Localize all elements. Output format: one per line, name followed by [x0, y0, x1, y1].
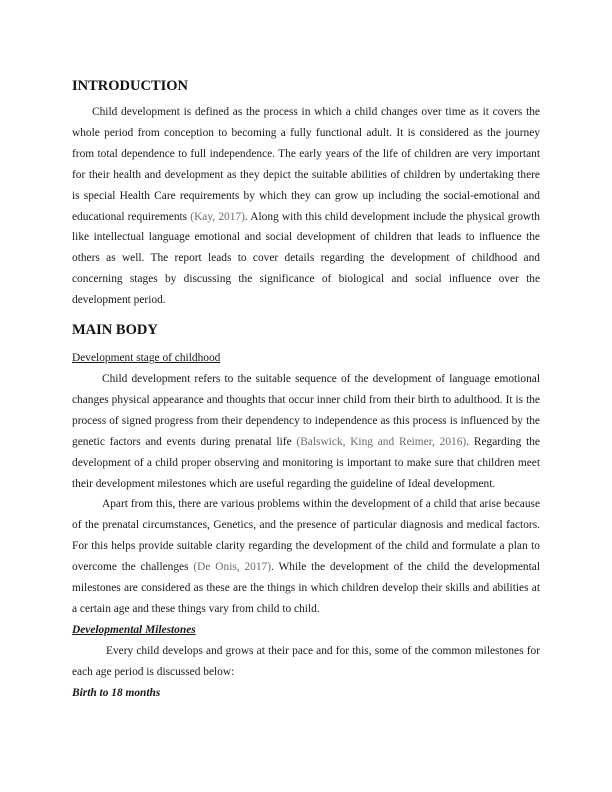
development-stage-text-3: Apart from this, there are various problems within the development of a child that arise because of the prenatal circumstances, Genetics, and the presence of particular diagnosis and medical factors. For this helps provide suitable clarity regarding the development of the child and formulate a plan to overcome the challenges [72, 498, 540, 574]
introduction-text-2: . Along with this child development include the physical growth like intellectual language emotional and social development of children that leads to influence the others as well. The report leads to cover details regarding the development of childhood and concerning stages by discussing the significance of biological and social influence over the development period. [72, 210, 540, 307]
citation-balswick-2016: (Balswick, King and Reimer, 2016) [296, 435, 467, 448]
development-stage-paragraph-2 [72, 494, 540, 619]
citation-kay-2017: (Kay, 2017) [190, 210, 245, 223]
document-page [72, 76, 540, 703]
development-stage-text-2: . Regarding the development of a child proper observing and monitoring is important to make sure that children meet their development milestones which are useful regarding the guideline of Ideal development. [72, 435, 540, 490]
introduction-paragraph [72, 102, 540, 311]
development-stage-paragraph-1 [72, 369, 540, 494]
development-stage-title: Development stage of childhood [72, 352, 221, 365]
main-body-heading: MAIN BODY [72, 322, 158, 339]
introduction-heading: INTRODUCTION [72, 78, 189, 94]
development-stage-text-4: . While the development of the child the developmental milestones are considered as these are the things in which children develop their skills and abilities at a certain age and these things vary from child to child. [72, 561, 541, 615]
citation-de-onis-2017: (De Onis, 2017) [193, 561, 272, 574]
introduction-text-1: Child development is defined as the process in which a child changes over time as it covers the whole period from conception to becoming a fully functional adult. It is considered as the journey from total dependence to full independence. The early years of the life of children are very important for their health and development as they depict the suitable abilities of children by undertaking there is special Health Care requirements by which they can grow up including the social-emotional and educational requirements [72, 106, 540, 223]
developmental-milestones-paragraph: Every child develops and grows at their pace and for this, some of the common milestones for each age period is discussed below: [72, 644, 540, 678]
development-stage-text-1: Child development refers to the suitable sequence of the development of language emotional changes physical appearance and thoughts that occur inner child from their birth to adulthood. It is the process of signed progress from their dependency to independence as this process is influenced by the genetic factors and events during prenatal life [72, 372, 540, 448]
developmental-milestones-title: Developmental Milestones [72, 623, 196, 636]
birth-to-18-months-title: Birth to 18 months [72, 686, 161, 699]
